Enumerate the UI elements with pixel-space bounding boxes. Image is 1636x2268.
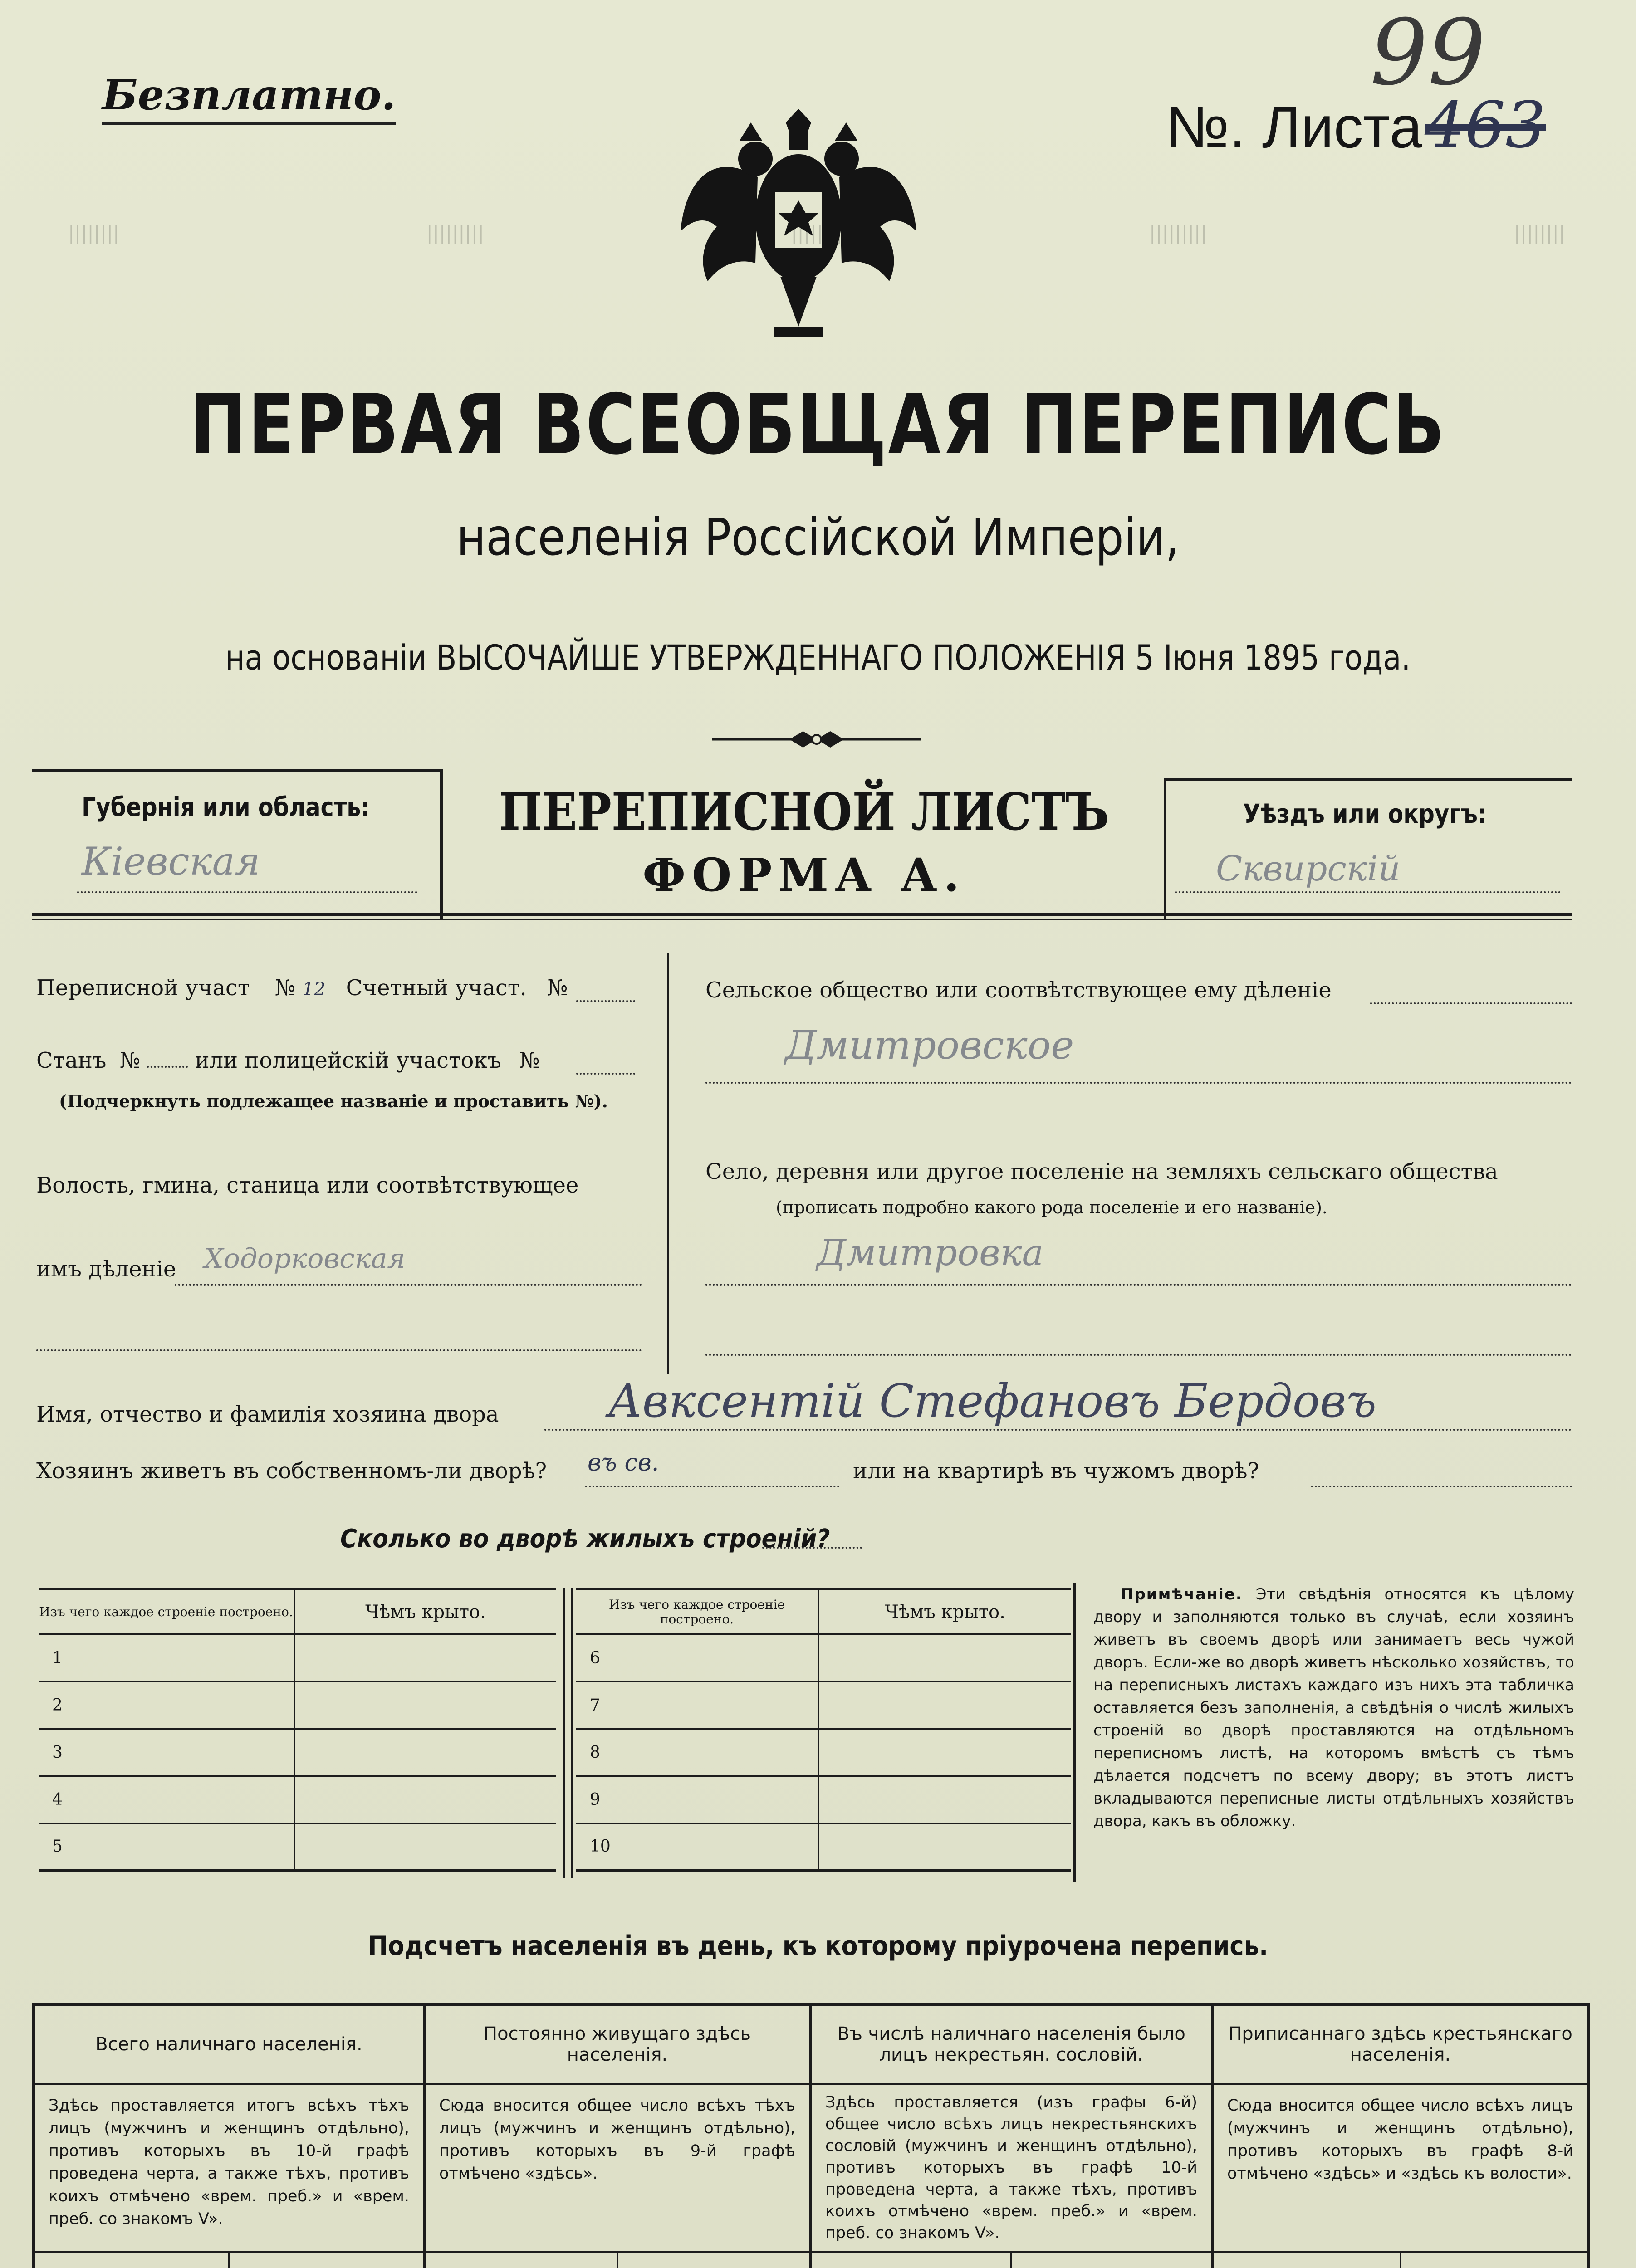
police-no: № <box>519 1048 540 1073</box>
row-number: 2 <box>39 1681 294 1729</box>
female-label <box>1012 2253 1211 2268</box>
vertical-divider <box>667 953 669 1374</box>
table-row <box>576 1634 1071 1681</box>
male-label <box>426 2253 618 2268</box>
col-material-header: Изъ чего каждое строеніе построено. <box>576 1589 818 1634</box>
row-number: 3 <box>39 1729 294 1776</box>
row-number: 6 <box>576 1634 818 1681</box>
rent-label: или на квартирѣ въ чужомъ дворѣ? <box>853 1458 1259 1484</box>
volost-label-1: Волость, гмина, станица или соотвѣтствующее <box>36 1173 579 1198</box>
subtitle: населенія Россійской Имперіи, <box>456 508 1180 567</box>
column-description: Здѣсь проставляется (изъ графы 6-й) общее число всѣхъ лицъ некрестьянскихъ сословій (мужчинъ и женщинъ отдѣльно), противъ которыхъ въ графѣ 10-й проведена черта, а также тѣхъ, противъ коихъ отмѣчено «врем. преб.» и «врем. преб. со знакомъ V». <box>812 2085 1211 2253</box>
province-dotted-line <box>77 891 417 893</box>
owner-lives-dotted-line <box>585 1486 839 1487</box>
village-label: Село, деревня или другое поселеніе на земляхъ сельскаго общества <box>705 1159 1498 1184</box>
stan-row <box>36 1048 540 1073</box>
column-header: Приписаннаго здѣсь крестьянскаго населенія. <box>1214 2006 1587 2085</box>
column-header: Всего наличнаго населенія. <box>35 2006 423 2085</box>
table-row <box>39 1776 556 1823</box>
society-label: Сельское общество или соотвѣтствующее ему дѣленіе <box>705 978 1332 1003</box>
ornament-divider-icon <box>708 728 926 751</box>
mf-header <box>1214 2253 1587 2268</box>
column-header: Постоянно живущаго здѣсь населенія. <box>426 2006 809 2085</box>
sheet-number-label: №. Листа <box>1166 94 1423 160</box>
col-material-header: Изъ чего каждое строеніе построено. <box>39 1589 294 1634</box>
row-number: 10 <box>576 1823 818 1870</box>
buildings-table-right-grid <box>576 1588 1071 1872</box>
society-dotted-line-2 <box>705 1082 1572 1084</box>
mf-header <box>812 2253 1211 2268</box>
note-head: Примѣчаніе. <box>1121 1585 1243 1603</box>
rule <box>32 913 1572 916</box>
police-dotted-line <box>576 1073 635 1075</box>
volost-dotted-line-2 <box>36 1349 642 1351</box>
col-roof-header: Чѣмъ крыто. <box>365 1601 486 1623</box>
free-label: Безплатно. <box>102 70 396 125</box>
rule <box>1164 778 1166 919</box>
row-number: 5 <box>39 1823 294 1870</box>
society-value: Дмитровское <box>785 1023 1074 1068</box>
rent-dotted-line <box>1311 1486 1572 1487</box>
census-district-row <box>36 975 568 1001</box>
count-district-no: № <box>547 975 568 1001</box>
count-district-label: Счетный участ. <box>346 975 527 1001</box>
female-label <box>1401 2253 1587 2268</box>
basis-line: на основаніи ВЫСОЧАЙШЕ УТВЕРЖДЕННАГО ПОЛОЖЕНІЯ 5 Іюня 1895 года. <box>225 637 1411 678</box>
male-label <box>35 2253 230 2268</box>
stan-no: № <box>119 1048 141 1073</box>
main-title: ПЕРВАЯ ВСЕОБЩАЯ ПЕРЕПИСЬ <box>190 376 1446 473</box>
province-value: Кіевская <box>82 839 260 884</box>
column-description: Здѣсь проставляется итогъ всѣхъ тѣхъ лицъ (мужчинъ и женщинъ отдѣльно), противъ которыхъ въ 10-й графѣ проведена черта, а также тѣхъ, противъ коихъ отмѣчено «врем. преб.» и «врем. преб. со знакомъ V». <box>35 2085 423 2253</box>
table-row <box>576 1681 1071 1729</box>
count-title: Подсчетъ населенія въ день, къ которому пріурочена перепись. <box>367 1930 1269 1962</box>
rule <box>563 1588 565 1878</box>
rule <box>571 1588 573 1878</box>
bleed-through-text: |||||||| ||||||||| |||||||| ||||||||| |||||||| <box>68 222 1565 244</box>
province-label: Губернія или область: <box>82 792 370 822</box>
column-description: Сюда вносится общее число всѣхъ тѣхъ лицъ (мужчинъ и женщинъ отдѣльно), противъ которыхъ въ 9-й графѣ отмѣчено «здѣсь». <box>426 2085 809 2253</box>
village-value: Дмитровка <box>817 1232 1044 1274</box>
row-number: 1 <box>39 1634 294 1681</box>
volost-label-2: имъ дѣленіе <box>36 1256 176 1282</box>
male-label <box>1214 2253 1401 2268</box>
district-value: Сквирскій <box>1216 848 1401 889</box>
note-text: Эти свѣдѣнія относятся къ цѣлому двору и заполняются только въ случаѣ, если хозяинъ живетъ въ своемъ дворѣ или занимаетъ весь чужой дворъ. Если-же во дворѣ живетъ нѣсколько хозяйствъ, то на переписныхъ листахъ каждаго изъ нихъ эта табличка оставляется безъ заполненія, а свѣдѣнія о числѣ жилыхъ строеній во дворѣ проставляются на отдѣльномъ переписномъ листѣ, на которомъ вмѣстѣ съ тѣмъ дѣлается подсчетъ по всему двору; въ этотъ листъ вкладываются переписные листы отдѣльныхъ хозяйствъ двора, какъ въ обложку. <box>1093 1585 1575 1830</box>
buildings-table-right <box>576 1588 1071 1872</box>
count-columns <box>35 2006 1587 2268</box>
sheet-number-value: 463 <box>1425 88 1546 162</box>
count-column-non-peasant <box>812 2006 1214 2268</box>
owner-name-dotted-line <box>544 1429 1572 1431</box>
count-column-total <box>35 2006 426 2268</box>
buildings-title: Сколько во дворѣ жилыхъ строеній? <box>340 1524 830 1554</box>
column-description: Сюда вносится общее число всѣхъ лицъ (мужчинъ и женщинъ отдѣльно), противъ которыхъ въ графѣ 8-й отмѣчено «здѣсь» и «здѣсь къ волости». <box>1214 2085 1587 2253</box>
table-row <box>576 1823 1071 1870</box>
form-title-line2: ФОРМА А. <box>642 848 966 902</box>
district-label: Уѣздъ или округъ: <box>1243 798 1487 829</box>
owner-name-value: Авксентій Стефановъ Бердовъ <box>608 1374 1376 1427</box>
archive-number: 99 <box>1370 0 1486 106</box>
volost-value: Ходорковская <box>204 1243 406 1275</box>
mf-header <box>426 2253 809 2268</box>
row-number: 7 <box>576 1681 818 1729</box>
table-row <box>39 1729 556 1776</box>
col-roof-header: Чѣмъ крыто. <box>885 1601 1005 1623</box>
row-number: 9 <box>576 1776 818 1823</box>
owner-lives-label: Хозяинъ живетъ въ собственномъ-ли дворѣ? <box>36 1458 547 1484</box>
district-dotted-line <box>1175 891 1561 893</box>
row-number: 8 <box>576 1729 818 1776</box>
census-district-no: № <box>274 975 296 1001</box>
underline-note: (Подчеркнуть подлежащее названіе и проставить №). <box>59 1091 608 1111</box>
count-column-registered <box>1214 2006 1587 2268</box>
form-title-line1: ПЕРЕПИСНОЙ ЛИСТЪ <box>499 782 1109 842</box>
rule <box>32 769 442 772</box>
rule <box>1073 1583 1076 1882</box>
stan-label: Станъ <box>36 1048 107 1073</box>
female-label <box>618 2253 809 2268</box>
village-note: (прописать подробно какого рода поселеніе и его названіе). <box>776 1198 1327 1217</box>
rule <box>440 769 443 919</box>
count-column-permanent <box>426 2006 812 2268</box>
owner-name-label: Имя, отчество и фамилія хозяина двора <box>36 1402 499 1427</box>
count-district-dotted-line <box>576 1000 635 1002</box>
rule <box>32 919 1572 920</box>
owner-lives-value: въ св. <box>588 1449 659 1476</box>
stan-dotted-line <box>147 1066 188 1068</box>
village-dotted-line <box>705 1284 1572 1286</box>
table-row <box>39 1681 556 1729</box>
table-row <box>576 1729 1071 1776</box>
row-number: 4 <box>39 1776 294 1823</box>
rule <box>1164 778 1572 781</box>
table-row <box>39 1823 556 1870</box>
police-label: или полицейскій участокъ <box>195 1048 501 1073</box>
village-dotted-line-2 <box>705 1354 1572 1356</box>
volost-dotted-line <box>175 1284 642 1286</box>
buildings-table-left <box>39 1588 556 1872</box>
society-dotted-line <box>1370 1002 1572 1004</box>
note-block <box>1093 1583 1574 1833</box>
mf-header <box>35 2253 423 2268</box>
female-label <box>230 2253 423 2268</box>
census-district-label: Переписной участ <box>36 975 250 1001</box>
table-row <box>576 1776 1071 1823</box>
count-table <box>32 2003 1590 2268</box>
table-row <box>39 1634 556 1681</box>
male-label <box>812 2253 1012 2268</box>
buildings-table-left-grid <box>39 1588 556 1872</box>
buildings-title-dotted-line <box>762 1547 862 1549</box>
census-district-value: 12 <box>302 979 326 1000</box>
column-header: Въ числѣ наличнаго населенія было лицъ некрестьян. сословій. <box>812 2006 1211 2085</box>
